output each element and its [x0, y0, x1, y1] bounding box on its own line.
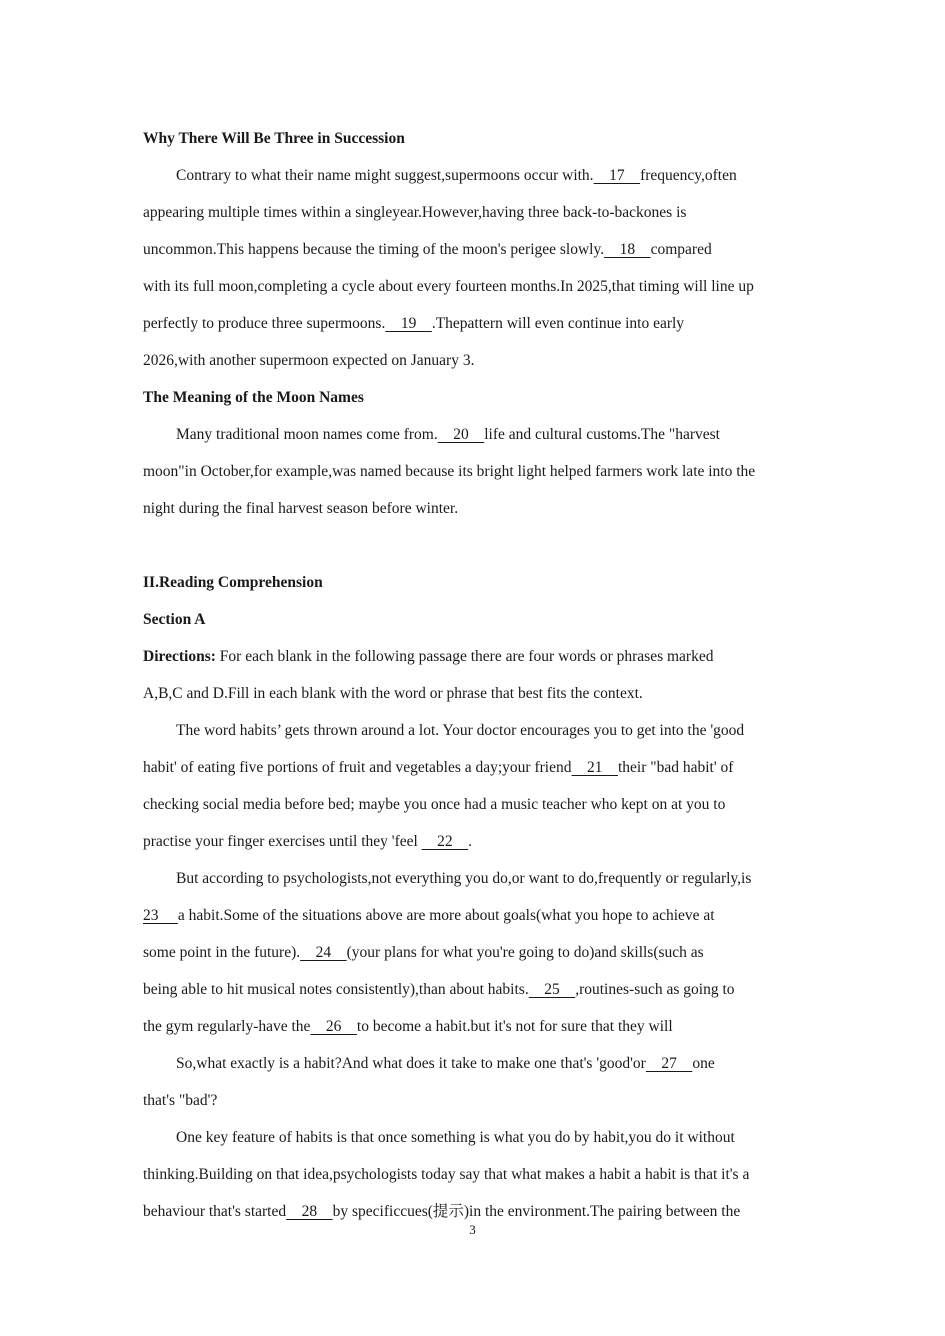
- paragraph-line: [143, 231, 803, 268]
- text: some point in the future).: [143, 944, 301, 961]
- text: being able to hit musical notes consistently),than about habits.: [143, 981, 529, 998]
- text: frequency,often: [640, 167, 737, 184]
- blank-23: 23: [143, 907, 178, 924]
- text: the gym regularly-have the: [143, 1018, 311, 1035]
- paragraph-line: [143, 971, 803, 1008]
- paragraph-line: thinking.Building on that idea,psychologists today say that what makes a habit a habit is that it's a: [143, 1166, 750, 1183]
- paragraph-line: [143, 1045, 803, 1082]
- text: behaviour that's started: [143, 1203, 287, 1220]
- directions-line: A,B,C and D.Fill in each blank with the word or phrase that best fits the context.: [143, 685, 643, 702]
- part-heading: II.Reading Comprehension: [143, 574, 323, 591]
- blank-19: 19: [385, 315, 432, 332]
- paragraph-line: that's "bad'?: [143, 1092, 218, 1109]
- text: by specificcues(提示)in the environment.The pairing between the: [332, 1203, 741, 1220]
- blank-27: 27: [645, 1055, 693, 1072]
- text: .: [468, 833, 473, 850]
- text: .Thepattern will even continue into early: [431, 315, 685, 332]
- blank-17: 17: [593, 167, 641, 184]
- paragraph-line: night during the final harvest season before winter.: [143, 500, 459, 517]
- section-heading: Why There Will Be Three in Succession: [143, 130, 405, 147]
- text: compared: [650, 241, 712, 258]
- text: For each blank in the following passage there are four words or phrases marked: [215, 648, 714, 665]
- text: (your plans for what you're going to do)and skills(such as: [346, 944, 704, 961]
- text: one: [692, 1055, 715, 1072]
- paragraph-line: The word habits’ gets thrown around a lot. Your doctor encourages you to get into the 'good: [176, 722, 745, 739]
- paragraph-line: moon"in October,for example,was named because its bright light helped farmers work late into the: [143, 463, 756, 480]
- paragraph-line: 2026,with another supermoon expected on January 3.: [143, 352, 475, 369]
- blank-18: 18: [604, 241, 651, 258]
- paragraph-line: checking social media before bed; maybe you once had a music teacher who kept on at you to: [143, 796, 726, 813]
- paragraph-line: [143, 416, 803, 453]
- blank-28: 28: [286, 1203, 333, 1220]
- blank-24: 24: [300, 944, 347, 961]
- paragraph-line: One key feature of habits is that once something is what you do by habit,you do it without: [176, 1129, 735, 1146]
- paragraph-line: [143, 157, 803, 194]
- text: Many traditional moon names come from.: [176, 426, 438, 443]
- paragraph-line: [143, 823, 803, 860]
- blank-21: 21: [571, 759, 618, 776]
- blank-22: 22: [421, 833, 469, 850]
- paragraph-line: with its full moon,completing a cycle about every fourteen months.In 2025,that timing will line up: [143, 278, 754, 295]
- text: a habit.Some of the situations above are more about goals(what you hope to achieve at: [177, 907, 715, 924]
- section-heading: Section A: [143, 611, 206, 628]
- directions-line: [143, 638, 803, 675]
- paragraph-line: [143, 1008, 803, 1045]
- text: life and cultural customs.The "harvest: [484, 426, 720, 443]
- blank-20: 20: [437, 426, 485, 443]
- paragraph-line: appearing multiple times within a singleyear.However,having three back-to-backones is: [143, 204, 687, 221]
- text: Contrary to what their name might suggest,supermoons occur with.: [176, 167, 594, 184]
- text: practise your finger exercises until they 'feel: [143, 833, 422, 850]
- paragraph-line: [143, 934, 803, 971]
- paragraph-line: [143, 749, 803, 786]
- paragraph-line: [143, 897, 803, 934]
- text: perfectly to produce three supermoons.: [143, 315, 386, 332]
- spacer: [143, 527, 803, 564]
- paragraph-line: [143, 305, 803, 342]
- text: ,routines-such as going to: [575, 981, 735, 998]
- document-page: [143, 120, 803, 1230]
- text: their "bad habit' of: [617, 759, 734, 776]
- text: habit' of eating five portions of fruit and vegetables a day;your friend: [143, 759, 572, 776]
- text: uncommon.This happens because the timing of the moon's perigee slowly.: [143, 241, 605, 258]
- directions-label: Directions:: [143, 648, 216, 665]
- text: to become a habit.but it's not for sure that they will: [356, 1018, 673, 1035]
- page-number: 3: [469, 1222, 476, 1237]
- blank-26: 26: [310, 1018, 357, 1035]
- text: So,what exactly is a habit?And what does it take to make one that's 'good'or: [176, 1055, 646, 1072]
- section-heading: The Meaning of the Moon Names: [143, 389, 364, 406]
- blank-25: 25: [528, 981, 576, 998]
- paragraph-line: But according to psychologists,not everything you do,or want to do,frequently or regularly,is: [176, 870, 752, 887]
